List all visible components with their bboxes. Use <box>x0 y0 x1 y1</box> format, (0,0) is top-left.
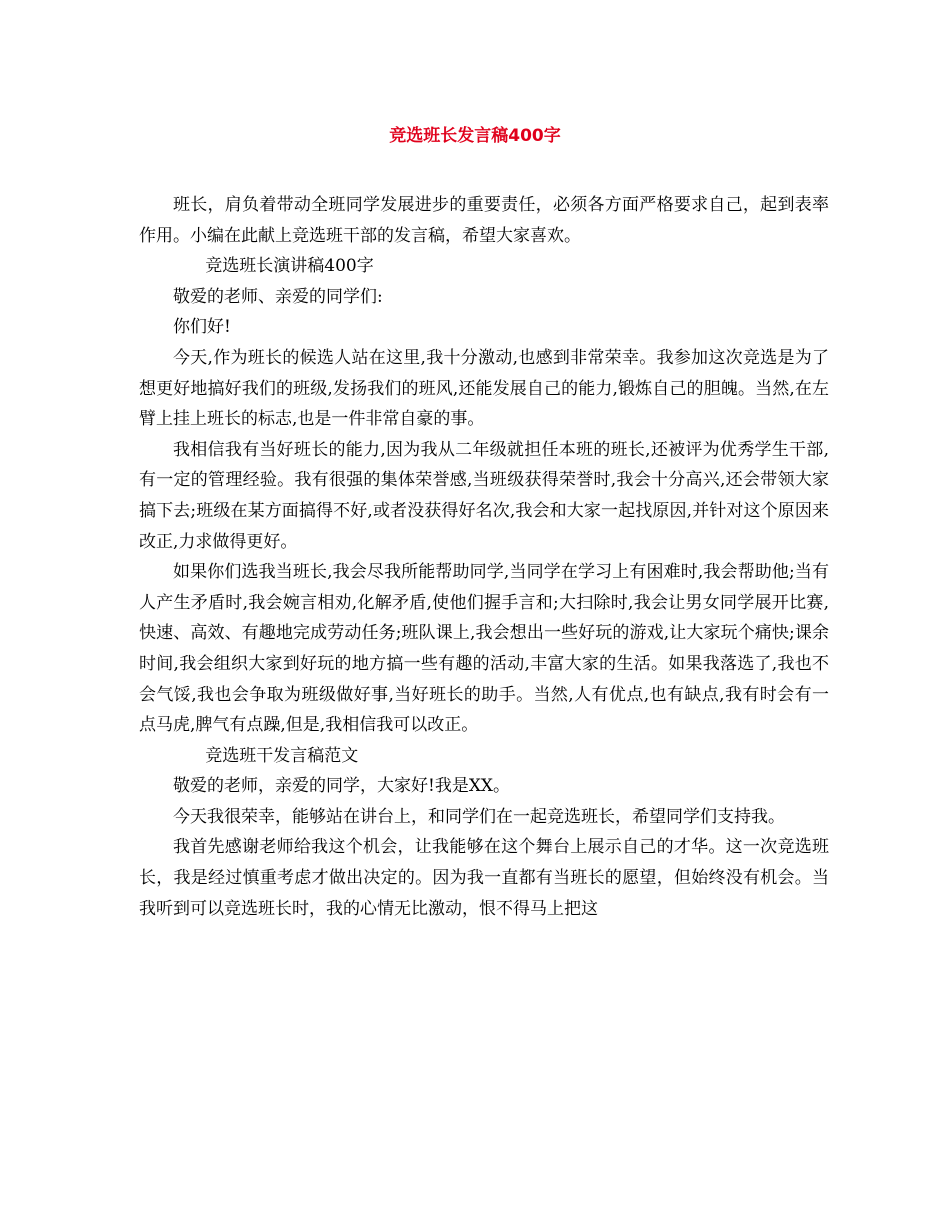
document-body <box>139 190 829 924</box>
section-heading-sample: 竞选班干发言稿范文 <box>205 745 359 766</box>
paragraph-promise: 如果你们选我当班长,我会尽我所能帮助同学,当同学在学习上有困难时,我会帮助他;当有人产生矛盾时,我会婉言相劝,化解矛盾,使他们握手言和;大扫除时,我会让男女同学展开比赛,快速、高效、有趣地完成劳动任务;班队课上,我会想出一些好玩的游戏,让大家玩个痛快;课余时间,我会组织大家到好玩的地方搞一些有趣的活动,丰富大家的生活。如果我落选了,我也不会气馁,我也会争取为班级做好事,当好班长的助手。当然,人有优点,也有缺点,我有时会有一点马虎,脾气有点躁,但是,我相信我可以改正。 <box>139 562 829 736</box>
paragraph-hello: 你们好! <box>173 317 231 338</box>
paragraph-today: 今天,作为班长的候选人站在这里,我十分激动,也感到非常荣幸。我参加这次竞选是为了想更好地搞好我们的班级,发扬我们的班风,还能发展自己的能力,锻炼自己的胆魄。当然,在左臂上挂上班长的标志,也是一件非常自豪的事。 <box>139 347 829 430</box>
paragraph-honored: 今天我很荣幸，能够站在讲台上，和同学们在一起竞选班长，希望同学们支持我。 <box>173 806 785 827</box>
paragraph-thanks: 我首先感谢老师给我这个机会，让我能够在这个舞台上展示自己的才华。这一次竞选班长，我是经过慎重考虑才做出决定的。因为我一直都有当班长的愿望，但始终没有机会。当我听到可以竞选班长时，我的心情无比激动，恨不得马上把这 <box>139 837 829 919</box>
paragraph-greeting-2: 敬爱的老师，亲爱的同学，大家好!我是XX。 <box>173 776 511 797</box>
document-title: 竞选班长发言稿400字 <box>389 126 561 146</box>
paragraph-intro: 班长，肩负着带动全班同学发展进步的重要责任，必须各方面严格要求自己，起到表率作用。小编在此献上竞选班干部的发言稿，希望大家喜欢。 <box>139 195 829 246</box>
paragraph-ability: 我相信我有当好班长的能力,因为我从二年级就担任本班的班长,还被评为优秀学生干部,有一定的管理经验。我有很强的集体荣誉感,当班级获得荣誉时,我会十分高兴,还会带领大家搞下去;班级在某方面搞得不好,或者没获得好名次,我会和大家一起找原因,并针对这个原因来改正,力求做得更好。 <box>139 439 829 552</box>
paragraph-greeting: 敬爱的老师、亲爱的同学们: <box>173 286 383 307</box>
section-heading-speech: 竞选班长演讲稿400字 <box>205 256 374 277</box>
